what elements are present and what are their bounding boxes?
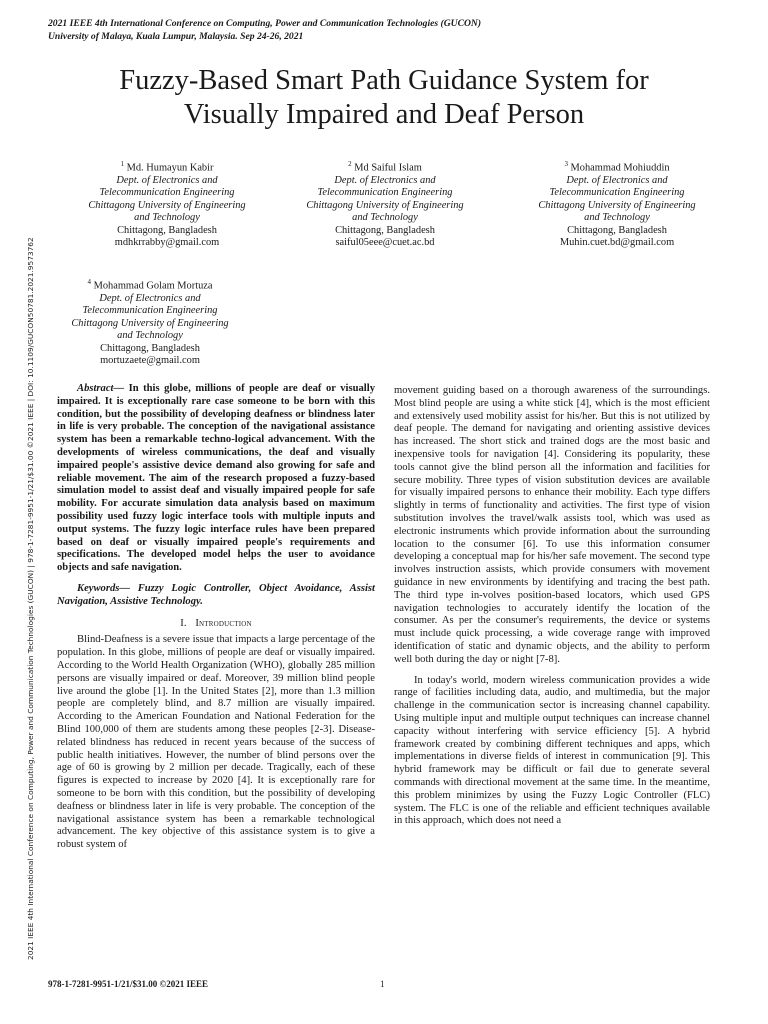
conference-location: University of Malaya, Kuala Lumpur, Malaysia. Sep 24-26, 2021 bbox=[48, 30, 304, 42]
author-dept-1: Dept. of Electronics and bbox=[334, 174, 436, 186]
title-line-1: Fuzzy-Based Smart Path Guidance System for bbox=[119, 65, 649, 96]
page-number: 1 bbox=[380, 979, 385, 989]
conference-header bbox=[48, 18, 688, 43]
author-block-1 bbox=[62, 158, 272, 249]
section-heading-introduction bbox=[57, 618, 375, 631]
author-email: saiful05eee@cuet.ac.bd bbox=[335, 236, 435, 248]
author-dept-1: Dept. of Electronics and bbox=[99, 292, 201, 304]
author-dept-1: Dept. of Electronics and bbox=[566, 174, 668, 186]
author-number: 1 bbox=[120, 160, 124, 168]
paper-title bbox=[50, 64, 718, 132]
author-name: Mohammad Mohiuddin bbox=[570, 162, 670, 174]
introduction-paragraph: Blind-Deafness is a severe issue that impacts a large percentage of the population. In this globe, millions of people are deaf or visually impaired. According to the World Health Organization (WHO), globally 285 million persons are visually impaired or deaf. Moreover, 39 million blind people live around the globe [1]. In the United States [2], more than 1.3 million people are completely blind, and 8.7 million are visually impaired. According to the American Foundation and National Federation for the Blind 100,000 of them are students among these peoples [2-3]. Disease-related blindness has reduced in recent years because of the success of public health initiatives. However, the number of blind persons over the age of 60 is growing by 2 million per decade. Tragically, each of these figures is expected to increase by 2020 [4]. It is exceptionally rare for someone to be born with this condition, but the possibility of developing deafness or blindness later in life is very probable. The conception of the navigational assistance system has been a remarkable technological advancement. The key objective of this assistance system is to give a robust system of bbox=[57, 634, 375, 851]
right-column bbox=[394, 385, 710, 828]
author-univ-1: Chittagong University of Engineering bbox=[306, 199, 464, 211]
author-univ-2: and Technology bbox=[352, 212, 418, 224]
author-block-3 bbox=[512, 158, 722, 249]
ieee-sidebar bbox=[10, 180, 35, 960]
author-name: Md. Humayun Kabir bbox=[126, 162, 214, 174]
keywords-text: Fuzzy Logic Controller, Object Avoidance, Assist Navigation, Assistive Technology. bbox=[57, 582, 375, 607]
sidebar-citation: 2021 IEEE 4th International Conference on Computing, Power and Communication Technologies (GUCON) | 978-1-7281-9951-1/21/$31.00 ©2021 IEEE | DOI: 10.1109/GUCON50781.2021.9573762 bbox=[26, 237, 35, 960]
author-number: 3 bbox=[564, 160, 568, 168]
author-dept-2: Telecommunication Engineering bbox=[549, 187, 685, 199]
author-block-4 bbox=[50, 276, 250, 367]
author-number: 4 bbox=[87, 278, 91, 286]
section-number: I. bbox=[180, 617, 187, 629]
abstract-label: Abstract— bbox=[77, 383, 125, 394]
author-dept-1: Dept. of Electronics and bbox=[116, 174, 218, 186]
section-title-first: I bbox=[195, 617, 200, 629]
author-univ-2: and Technology bbox=[117, 330, 183, 342]
footer-isbn: 978-1-7281-9951-1/21/$31.00 ©2021 IEEE bbox=[48, 979, 208, 989]
author-dept-2: Telecommunication Engineering bbox=[99, 187, 235, 199]
author-city: Chittagong, Bangladesh bbox=[335, 224, 435, 236]
keywords-label: Keywords— bbox=[77, 582, 130, 594]
author-univ-1: Chittagong University of Engineering bbox=[71, 317, 229, 329]
author-univ-1: Chittagong University of Engineering bbox=[88, 199, 246, 211]
author-univ-1: Chittagong University of Engineering bbox=[538, 199, 696, 211]
author-dept-2: Telecommunication Engineering bbox=[317, 187, 453, 199]
author-block-2 bbox=[280, 158, 490, 249]
body-paragraph-1: movement guiding based on a thorough awareness of the surroundings. Most blind people are using a white stick [4], which is the most efficient and extensively used mobility assist for his/her. But this is not utilized by deaf people. The demand for navigating and orienting assistive devices has increased. The short stick and trained dogs are the most basic and inexpensive tools for navigation [4]. Considering its popularity, these tools cannot give the blind person all the information and facilities for secure mobility. Three types of vision substitution devices are available for visually impaired persons to enhance their mobility. Each type differs slightly in terms of functionality and activities. The first type of vision substitution involves the travel/walk assists tool, which was used as electronic instruments which provide information about the surrounding location to the consumer [6]. To use this information consumer developing a conceptual map for his/her safe movement. The second type involves instruction assists, which provide consumers with movement guidance in new environments by identifying and tracing the best path. The third type in-volves position-based locators, which used GPS navigation technologies to accurately identify the location of the consumer. As per the consumer's requirements, the device or systems must include quick processing, a wide coverage range with improved identification of static and dynamic objects, and the ability to perform well both during the day or night [7-8]. bbox=[394, 385, 710, 665]
abstract bbox=[57, 383, 375, 575]
author-dept-2: Telecommunication Engineering bbox=[82, 305, 218, 317]
author-email: Muhin.cuet.bd@gmail.com bbox=[559, 236, 675, 248]
left-column bbox=[57, 383, 375, 852]
keywords bbox=[57, 583, 375, 609]
title-line-2: Visually Impaired and Deaf Person bbox=[183, 99, 585, 130]
author-city: Chittagong, Bangladesh bbox=[117, 224, 217, 236]
abstract-text: In this globe, millions of people are deaf or visually impaired. It is exceptionally rare case someone to be born with this condition, but the possibility of developing deafness or blindness later in life is very probable. The conception of the navigational assistance system has been a remarkable techno-logical advancement. With the developments of wireless communications, the deaf and visually impaired people's assistive device demand also growing for safe and reliable movement. The aim of the research proposed a fuzzy-based simulation model to assist deaf and visually impaired people for safe mobility. For accurate simulation data analysis based on maximum possibility used fuzzy logic interface tools with multiple inputs and output systems. The fuzzy logic interface rules have been prepared based on deaf or visually impaired people's requirements and specifications. The developed model helps the user to avoidance objects and safe navigation. bbox=[57, 383, 375, 574]
author-email: mortuzaete@gmail.com bbox=[100, 354, 200, 366]
author-name: Mohammad Golam Mortuza bbox=[93, 280, 213, 292]
author-univ-2: and Technology bbox=[584, 212, 650, 224]
author-city: Chittagong, Bangladesh bbox=[567, 224, 667, 236]
conference-name: 2021 IEEE 4th International Conference on Computing, Power and Communication Technologies (GUCON) bbox=[48, 18, 482, 29]
author-number: 2 bbox=[348, 160, 352, 168]
author-univ-2: and Technology bbox=[134, 212, 200, 224]
author-city: Chittagong, Bangladesh bbox=[100, 342, 200, 354]
section-title-rest: ntroduction bbox=[199, 617, 252, 629]
body-paragraph-2: In today's world, modern wireless communication provides a wide range of facilities including data, audio, and multimedia, but the major challenge in the communication sector is increasing channel capability. Using multiple input and multiple output techniques can increase channel capacity without interfering with service efficiency [5]. A hybrid framework created by combining different techniques and apps, which implementations in diverse fields of interest in communication [9]. This hybrid framework may be difficult or fail due to generate several commands with directional movement at the same time. In the meantime, this problem minimizes by using the Fuzzy Logic Controller (FLC) system. The FLC is one of the reliable and efficient techniques available in this approach, which does not need a bbox=[394, 674, 710, 827]
author-name: Md Saiful Islam bbox=[354, 162, 422, 174]
author-email: mdhkrrabby@gmail.com bbox=[114, 236, 220, 248]
